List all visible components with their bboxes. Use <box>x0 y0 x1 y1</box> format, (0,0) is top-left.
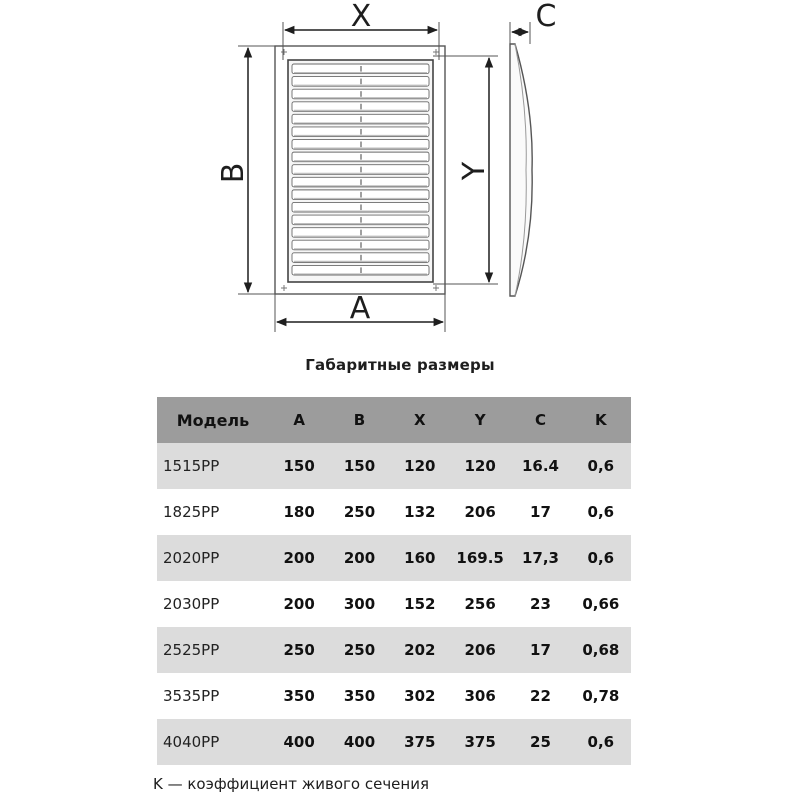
cell-c: 23 <box>530 595 551 613</box>
cell-a: 150 <box>283 457 315 475</box>
cell-k: 0,78 <box>582 687 620 705</box>
cell-k: 0,6 <box>587 457 615 475</box>
cell-b: 400 <box>343 733 376 751</box>
grille-technical-drawing <box>0 0 800 345</box>
footnote: K — коэффициент живого сечения <box>153 775 429 793</box>
cell-x: 375 <box>404 733 436 751</box>
cell-k: 0,68 <box>582 641 620 659</box>
table-header-row <box>157 397 631 443</box>
cell-model: 2030PP <box>163 595 220 613</box>
cell-x: 152 <box>404 595 436 613</box>
cell-b: 300 <box>343 595 376 613</box>
cell-y: 256 <box>464 595 496 613</box>
cell-y: 375 <box>464 733 496 751</box>
cell-x: 160 <box>404 549 436 567</box>
cell-y: 306 <box>464 687 496 705</box>
grille-side-profile <box>510 44 532 296</box>
table-caption: Габаритные размеры <box>305 356 495 374</box>
cell-a: 350 <box>283 687 315 705</box>
header-y: Y <box>474 411 486 429</box>
cell-k: 0,66 <box>582 595 620 613</box>
cell-k: 0,6 <box>587 503 615 521</box>
table-row <box>157 581 631 627</box>
header-a: A <box>293 411 305 429</box>
cell-k: 0,6 <box>587 733 615 751</box>
cell-b: 250 <box>343 641 376 659</box>
cell-x: 302 <box>404 687 436 705</box>
cell-model: 4040PP <box>163 733 220 751</box>
cell-b: 350 <box>343 687 376 705</box>
table-row <box>157 673 631 719</box>
dimension-label-a: A <box>349 291 371 326</box>
cell-c: 17 <box>530 641 551 659</box>
cell-c: 25 <box>530 733 551 751</box>
header-c: C <box>534 411 546 429</box>
table-row <box>157 627 631 673</box>
cell-b: 150 <box>343 457 376 475</box>
cell-a: 200 <box>283 549 315 567</box>
dimension-b <box>216 46 275 294</box>
dimension-c <box>510 0 556 44</box>
cell-x: 202 <box>404 641 436 659</box>
cell-y: 206 <box>464 503 496 521</box>
grille-louvers <box>292 64 429 275</box>
cell-c: 17,3 <box>521 549 559 567</box>
cell-model: 1825PP <box>163 503 220 521</box>
header-model: Модель <box>176 410 250 430</box>
cell-model: 1515PP <box>163 457 220 475</box>
dimension-label-c: C <box>535 0 557 34</box>
cell-c: 22 <box>530 687 551 705</box>
dimension-a <box>275 291 445 332</box>
cell-model: 2525PP <box>163 641 220 659</box>
cell-y: 206 <box>464 641 496 659</box>
cell-k: 0,6 <box>587 549 615 567</box>
cell-model: 2020PP <box>163 549 220 567</box>
cell-c: 16.4 <box>521 457 559 475</box>
cell-a: 250 <box>283 641 315 659</box>
cell-y: 169.5 <box>456 549 504 567</box>
table-row <box>157 535 631 581</box>
cell-x: 120 <box>404 457 436 475</box>
cell-model: 3535PP <box>163 687 220 705</box>
cell-c: 17 <box>530 503 551 521</box>
header-k: K <box>595 411 607 429</box>
dimension-label-y: Y <box>457 161 492 181</box>
table-row <box>157 489 631 535</box>
cell-a: 400 <box>283 733 315 751</box>
cell-x: 132 <box>404 503 436 521</box>
cell-y: 120 <box>464 457 496 475</box>
cell-b: 250 <box>343 503 376 521</box>
cell-a: 180 <box>283 503 315 521</box>
dimensions-table <box>157 397 631 765</box>
table-row <box>157 719 631 765</box>
dimension-label-x: X <box>350 0 372 34</box>
table-row <box>157 443 631 489</box>
header-b: B <box>353 411 366 429</box>
header-x: X <box>414 411 426 429</box>
cell-a: 200 <box>283 595 315 613</box>
dimension-label-b: B <box>216 162 251 184</box>
cell-b: 200 <box>343 549 376 567</box>
